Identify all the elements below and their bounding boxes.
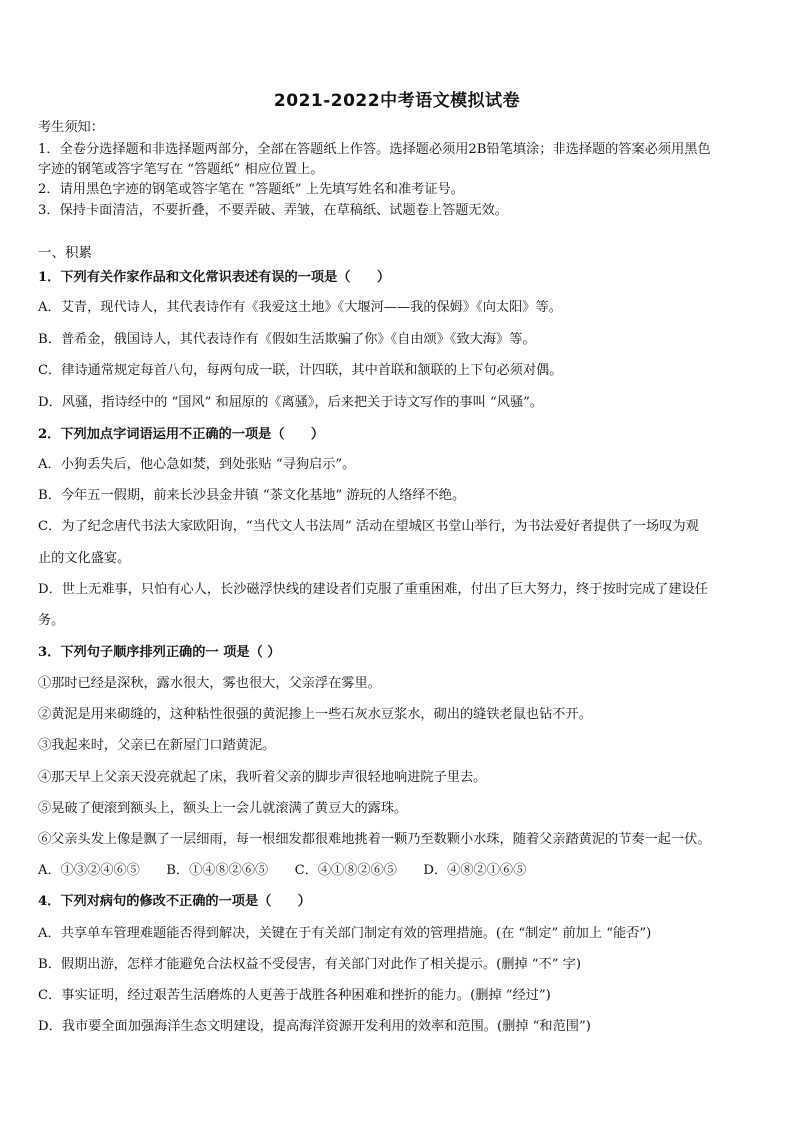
q3-options: A．①③②④⑥⑤ B．①④⑧②⑥⑤ C．④①⑧②⑥⑤ D．④⑧②①⑥⑤ — [38, 863, 527, 878]
q2-option-c: C．为了纪念唐代书法大家欧阳询，“当代文人书法周” 活动在望城区书堂山举行，为书法爱好者提供了一场叹为观 — [38, 519, 699, 534]
q1-option-a: A．艾青，现代诗人，其代表诗作有《我爱这土地》《大堰河——我的保姆》《向太阳》等。 — [38, 300, 562, 315]
q2-option-d-cont: 务。 — [38, 613, 65, 628]
q4-stem: 4．下列对病句的修改不正确的一项是（ ） — [38, 894, 311, 909]
q3-stem: 3．下列句子顺序排列正确的一 项是（ ） — [38, 645, 281, 660]
q3-sentence-2: ②黄泥是用来砌缝的，这种粘性很强的黄泥掺上一些石灰水豆浆水，砌出的缝铁老鼠也钻不开。 — [38, 707, 592, 722]
q3-sentence-4: ④那天早上父亲天没亮就起了床，我听着父亲的脚步声很轻地响进院子里去。 — [38, 770, 487, 785]
q4-option-d: D．我市要全面加强海洋生态文明建设，提高海洋资源开发利用的效率和范围。(删掉 “和范围”) — [38, 1019, 591, 1034]
q2-option-d: D．世上无难事，只怕有心人，长沙磁浮快线的建设者们克服了重重困难，付出了巨大努力，终于按时完成了建设任 — [38, 582, 708, 597]
q2-option-a: A．小狗丢失后，他心急如焚，到处张贴 “寻狗启示”。 — [38, 457, 356, 472]
q3-sentence-3: ③我起来时，父亲已在新屋门口踏黄泥。 — [38, 738, 276, 753]
q1-option-c: C．律诗通常规定每首八句，每两句成一联，计四联，其中首联和颔联的上下句必须对偶。 — [38, 363, 563, 378]
notice-heading: 考生须知： — [38, 120, 104, 135]
notice-item-2: 2．请用黑色字迹的钢笔或答字笔在 “答题纸” 上先填写姓名和准考证号。 — [38, 182, 464, 197]
notice-item-1: 1．全卷分选择题和非选择题两部分，全部在答题纸上作答。选择题必须用2B铅笔填涂；非选择题的答案必须用黑色 — [38, 142, 711, 157]
q2-option-b: B．今年五一假期，前来长沙县金井镇 “茶文化基地” 游玩的人络绎不绝。 — [38, 488, 466, 503]
q2-stem: 2．下列加点字词语运用不正确的一项是（ ） — [38, 427, 325, 442]
q4-option-b: B．假期出游，怎样才能避免合法权益不受侵害，有关部门对此作了相关提示。(删掉 “不” 字) — [38, 957, 581, 972]
exam-title: 2021-2022中考语文模拟试卷 — [273, 91, 521, 111]
q3-sentence-5: ⑤晃破了便滚到额头上，额头上一会儿就滚满了黄豆大的露珠。 — [38, 801, 408, 816]
q1-option-d: D．风骚，指诗经中的 “国风” 和屈原的《离骚》，后来把关于诗文写作的事叫 “风骚”。 — [38, 395, 544, 410]
q3-sentence-6: ⑥父亲头发上像是飘了一层细雨，每一根细发都很难地挑着一颗乃至数颗小水珠，随着父亲踏黄泥的节奏一起一伏。 — [38, 832, 711, 847]
notice-item-1-cont: 字迹的钢笔或答字笔写在 “答题纸” 相应位置上。 — [38, 162, 324, 177]
q4-option-c: C．事实证明，经过艰苦生活磨炼的人更善于战胜各种困难和挫折的能力。(删掉 “经过”) — [38, 988, 551, 1003]
section-heading: 一、积累 — [38, 245, 92, 261]
q1-stem: 1．下列有关作家作品和文化常识表述有误的一项是（ ） — [38, 270, 391, 285]
q2-option-c-cont: 止的文化盛宴。 — [38, 551, 131, 566]
q4-option-a: A．共享单车管理难题能否得到解决，关键在于有关部门制定有效的管理措施。(在 “制定” 前加上 “能否”) — [38, 926, 652, 941]
q1-option-b: B．普希金，俄国诗人，其代表诗作有《假如生活欺骗了你》《自由颂》《致大海》等。 — [38, 332, 536, 347]
notice-item-3: 3．保持卡面清洁，不要折叠，不要弄破、弄皱，在草稿纸、试题卷上答题无效。 — [38, 203, 508, 218]
q3-sentence-1: ①那时已经是深秋，露水很大，雾也很大，父亲浮在雾里。 — [38, 676, 381, 691]
